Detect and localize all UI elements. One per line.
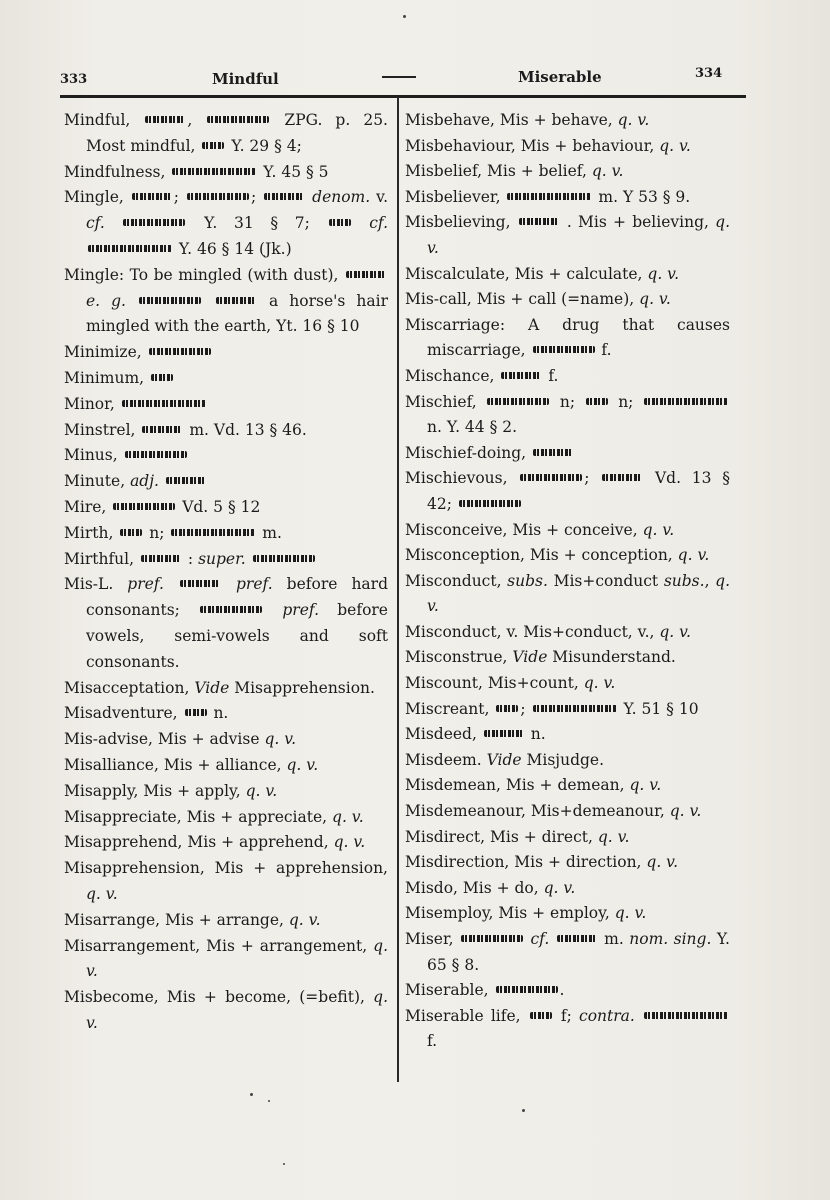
avestan-script-word (120, 529, 142, 536)
dictionary-entry: Misapprehension, Mis + apprehension, q. v. (64, 859, 388, 903)
dictionary-entry: Mischief, n; n; n. Y. 44 § 2. (405, 390, 730, 441)
paper-speck (268, 1100, 270, 1102)
avestan-script-word (122, 400, 206, 407)
dictionary-entry: Misapply, Mis + apply, q. v. (64, 781, 278, 800)
dictionary-entry: Misconceive, Mis + conceive, q. v. (405, 520, 675, 539)
avestan-script-word (123, 219, 185, 226)
dictionary-entry: Minor, (64, 392, 388, 418)
header-dash (382, 76, 416, 78)
dictionary-entry: Misbehaviour, Mis + behaviour, q. v. (405, 136, 691, 155)
dictionary-entry: Mingle, ; ; denom. v. cf. Y. 31 § 7; cf. Y. 46 § 14 (Jk.) (64, 188, 388, 258)
avestan-script-word (207, 116, 269, 123)
dictionary-entry: Misconduct, v. Mis+conduct, v., q. v. (405, 622, 691, 641)
avestan-script-word (496, 705, 518, 712)
dictionary-entry: Misdirection, Mis + direction, q. v. (405, 853, 679, 872)
dictionary-entry: Misdeem. Vide Misjudge. (405, 750, 605, 769)
avestan-script-word (149, 348, 211, 355)
dictionary-entry: Misacceptation, Vide Misapprehension. (64, 678, 375, 697)
avestan-script-word (202, 142, 224, 149)
dictionary-entry: Misconduct, subs. Mis+conduct subs., q. v. (405, 571, 730, 616)
dictionary-entry: Minimize, (64, 340, 388, 366)
dictionary-entry: Mischievous, ; Vd. 13 § 42; (405, 469, 730, 513)
avestan-script-word (501, 372, 541, 379)
avestan-script-word (484, 730, 524, 737)
header-rule (60, 95, 746, 98)
dictionary-entry: Minus, (64, 443, 388, 469)
paper-speck (250, 1093, 253, 1096)
left-guide-word: Mindful (212, 70, 279, 88)
dictionary-entry: Miscarriage: A drug that causes miscarriage, f. (405, 315, 730, 360)
avestan-script-word (533, 346, 595, 353)
left-column (64, 108, 388, 1037)
dictionary-entry: Misarrange, Mis + arrange, q. v. (64, 910, 321, 929)
avestan-script-word (557, 935, 597, 942)
avestan-script-word (180, 580, 220, 587)
avestan-script-word (166, 477, 206, 484)
avestan-script-word (139, 297, 201, 304)
dictionary-entry: Misbecome, Mis + become, (=befit), q. v. (64, 988, 388, 1032)
dictionary-entry: Misconception, Mis + conception, q. v. (405, 546, 710, 565)
avestan-script-word (187, 193, 249, 200)
avestan-script-word (644, 1012, 728, 1019)
avestan-script-word (487, 398, 549, 405)
avestan-script-word (88, 245, 172, 252)
dictionary-entry: Misadventure, n. (64, 704, 229, 723)
avestan-script-word (530, 1012, 552, 1019)
dictionary-entry: Misdeed, n. (405, 725, 546, 744)
page-header (60, 62, 740, 92)
avestan-script-word (185, 709, 207, 716)
avestan-script-word (216, 297, 256, 304)
dictionary-entry: Miserable life, f; contra. f. (405, 1004, 730, 1055)
dictionary-entry: Miser, cf. m. nom. sing. Y. 65 § 8. (405, 930, 730, 974)
dictionary-entry: Misbelieving, . Mis + believing, q. v. (405, 213, 731, 257)
avestan-script-word (533, 449, 573, 456)
avestan-script-word (520, 474, 582, 481)
column-divider (397, 97, 399, 1082)
right-column (405, 108, 730, 1055)
dictionary-entry: Mischance, f. (405, 366, 559, 385)
left-page-number: 333 (60, 72, 88, 87)
avestan-script-word (519, 218, 559, 225)
dictionary-entry: Mirth, n; m. (64, 523, 282, 542)
dictionary-entry: Misappreciate, Mis + appreciate, q. v. (64, 807, 364, 826)
avestan-script-word (172, 168, 256, 175)
dictionary-entry: Mis-call, Mis + call (=name), q. v. (405, 290, 671, 309)
dictionary-entry: Miscalculate, Mis + calculate, q. v. (405, 264, 680, 283)
dictionary-entry: Misalliance, Mis + alliance, q. v. (64, 755, 319, 774)
dictionary-entry: Mis-advise, Mis + advise q. v. (64, 730, 297, 749)
dictionary-entry: Mire, Vd. 5 § 12 (64, 497, 261, 516)
avestan-script-word (602, 474, 642, 481)
avestan-script-word (264, 193, 304, 200)
avestan-script-word (125, 451, 187, 458)
dictionary-entry: Misbehave, Mis + behave, q. v. (405, 111, 650, 129)
avestan-script-word (142, 426, 182, 433)
dictionary-entry: Misconstrue, Vide Misunderstand. (405, 648, 676, 667)
dictionary-entry: Mindfulness, Y. 45 § 5 (64, 162, 329, 181)
dictionary-entry: Misdirect, Mis + direct, q. v. (405, 827, 630, 846)
dictionary-entry: Minstrel, m. Vd. 13 § 46. (64, 420, 307, 439)
dictionary-entry: Miscreant, ; Y. 51 § 10 (405, 699, 699, 718)
dictionary-entry: Misemploy, Mis + employ, q. v. (405, 904, 647, 923)
avestan-script-word (145, 116, 185, 123)
avestan-script-word (496, 986, 558, 993)
dictionary-entry: Minimum, (64, 366, 388, 392)
dictionary-entry: Mirthful, : super. (64, 547, 388, 573)
avestan-script-word (151, 374, 173, 381)
paper-speck (403, 15, 406, 18)
dictionary-entry: Misdemean, Mis + demean, q. v. (405, 776, 662, 795)
paper-speck (283, 1163, 285, 1165)
avestan-script-word (586, 398, 608, 405)
dictionary-entry: Minute, adj. (64, 469, 388, 495)
dictionary-entry: Misarrangement, Mis + arrangement, q. v. (64, 936, 388, 981)
dictionary-entry: Miscount, Mis+count, q. v. (405, 674, 616, 693)
avestan-script-word (132, 193, 172, 200)
avestan-script-word (507, 193, 591, 200)
dictionary-entry: Miserable, . (405, 981, 565, 1000)
dictionary-entry: Mingle: To be mingled (with dust), e. g. a horse's hair mingled with the earth, Yt. 16 § 10 (64, 265, 388, 336)
avestan-script-word (644, 398, 728, 405)
avestan-script-word (461, 935, 523, 942)
paper-speck (522, 1109, 525, 1112)
avestan-script-word (329, 219, 351, 226)
dictionary-entry: Misdo, Mis + do, q. v. (405, 878, 576, 897)
dictionary-entry: Misdemeanour, Mis+demeanour, q. v. (405, 802, 702, 821)
avestan-script-word (141, 555, 181, 562)
avestan-script-word (533, 705, 617, 712)
avestan-script-word (171, 529, 255, 536)
dictionary-entry: Mindful, , ZPG. p. 25. Most mindful, Y. 29 § 4; (64, 111, 388, 155)
avestan-script-word (253, 555, 315, 562)
dictionary-entry: Misbeliever, m. Y 53 § 9. (405, 187, 691, 206)
dictionary-entry: Misbelief, Mis + belief, q. v. (405, 162, 624, 181)
avestan-script-word (200, 606, 262, 613)
dictionary-entry: Mis-L. pref. pref. before hard consonants; pref. before vowels, semi-vowels and soft consonants. (64, 575, 388, 671)
dictionary-entry: Mischief-doing, (405, 441, 730, 467)
dictionary-entry: Misapprehend, Mis + apprehend, q. v. (64, 833, 366, 852)
avestan-script-word (346, 271, 386, 278)
right-guide-word: Miserable (518, 68, 602, 86)
right-page-number: 334 (695, 66, 723, 81)
avestan-script-word (113, 503, 175, 510)
avestan-script-word (459, 500, 521, 507)
